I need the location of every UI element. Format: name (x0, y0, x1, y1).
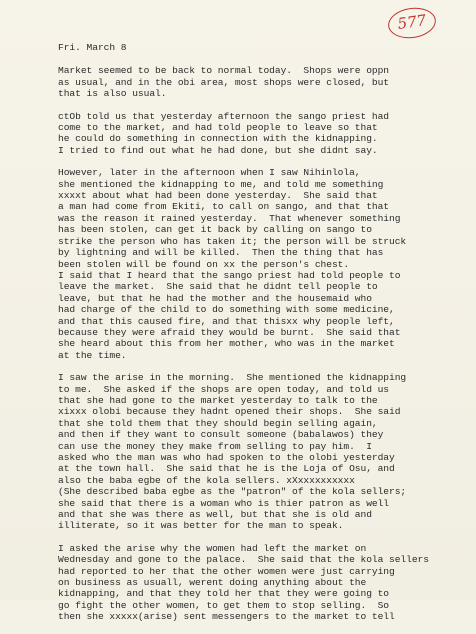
text-line: she said that there is a woman who is thier patron as well (58, 497, 390, 509)
text-line: kidnapping, and that they told her that they were going to (58, 588, 390, 600)
paragraphs (58, 65, 468, 622)
text-line: go fight the other women, to get them to stop selling. So (58, 599, 390, 611)
text-line: a man had come from Ekiti, to call on sango, and that that (58, 201, 390, 213)
text-line: xixxx olobi because they hadnt opened their shops. She said (58, 406, 401, 418)
text-line: I asked the arise why the women had left the market on (58, 542, 367, 554)
text-line: as usual, and in the obi area, most shops were closed, but (58, 76, 390, 88)
text-line: on business as usuall, werent doing anything about the (58, 577, 367, 589)
text-line: to me. She asked if the shops are open today, and told us (58, 383, 390, 395)
text-line: she mentioned the kidnapping to me, and told me something (58, 178, 384, 190)
entry-date: Fri. March 8 (58, 42, 127, 53)
text-line: (She described baba egbe as the "patron" of the kola sellers; (58, 486, 407, 498)
text-line: been stolen will be found on xx the person's chest. (58, 258, 350, 270)
text-line: xxxxt about what had been done yesterday. She said that (58, 190, 378, 202)
text-line: I saw the arise in the morning. She mentioned the kidnapping (58, 372, 407, 384)
text-line: leave, but that he had the mother and the housemaid who (58, 292, 372, 304)
field-notes-body (58, 42, 468, 634)
text-line: ctOb told us that yesterday afternoon the sango priest had (58, 110, 390, 122)
text-line: he could do something in connection with the kidnapping. (58, 133, 378, 145)
paragraph (58, 111, 468, 157)
text-line: because they were afraid they would be burnt. She said that (58, 326, 401, 338)
text-line: Market seemed to be back to normal today. Shops were oppn (58, 65, 390, 77)
paragraph (58, 372, 468, 532)
text-line: and that she was there as well, but that she is old and (58, 509, 372, 521)
text-line: that she had gone to the market yesterday to talk to the (58, 394, 378, 406)
text-line: illiterate, so it was better for the man to speak. (58, 520, 344, 532)
text-line: at the time. (58, 349, 127, 361)
text-line: I tried to find out what he had done, but she didnt say. (58, 144, 378, 156)
text-line: that is also usual. (58, 88, 167, 100)
text-line: by lightning and will be killed. Then the thing that has (58, 247, 384, 259)
text-line: I said that I heard that the sango priest had told people to (58, 269, 401, 281)
text-line: also the baba egbe of the kola sellers. xXxxxxxxxxxx (58, 474, 355, 486)
text-line: at the town hall. She said that he is the Loja of Osu, and (58, 463, 395, 475)
text-line: However, later in the afternoon when I saw Nihinlola, (58, 167, 361, 179)
text-line: then she xxxxx(arise) sent messengers to the market to tell (58, 611, 395, 623)
text-line: can use the money they make from selling to pay him. I (58, 440, 372, 452)
page-number-stamp (386, 5, 438, 41)
text-line: Wednesday and gone to the palace. She said that the kola sellers (58, 554, 429, 566)
text-line: come to the market, and had told people to leave so that (58, 122, 378, 134)
paragraph (58, 167, 468, 361)
text-line: and then if they want to consult someone (babalawos) they (58, 429, 384, 441)
text-line: asked who the man was who had spoken to the olobi yesterday (58, 452, 395, 463)
paragraph (58, 65, 468, 99)
text-line: had charge of the child to do something with some medicine, (58, 304, 395, 316)
text-line: was the reason it rained yesterday. That whenever something (58, 212, 401, 224)
text-line: has been stolen, can get it back by calling on sango to (58, 224, 372, 236)
text-line: that she told them that they should begin selling again, (58, 417, 378, 429)
paragraph (58, 543, 468, 623)
text-line: leave the market. She said that he didnt tell people to (58, 281, 378, 293)
text-line: strike the person who has taken it; the person will be struck (58, 235, 407, 247)
text-line: she heard about this from her mother, who was in the market (58, 338, 395, 350)
page-number: 577 (396, 11, 428, 33)
text-line: had reported to her that the other women were just carrying (58, 565, 395, 577)
text-line: and that this caused fire, and that thisxx why people left, (58, 315, 395, 327)
